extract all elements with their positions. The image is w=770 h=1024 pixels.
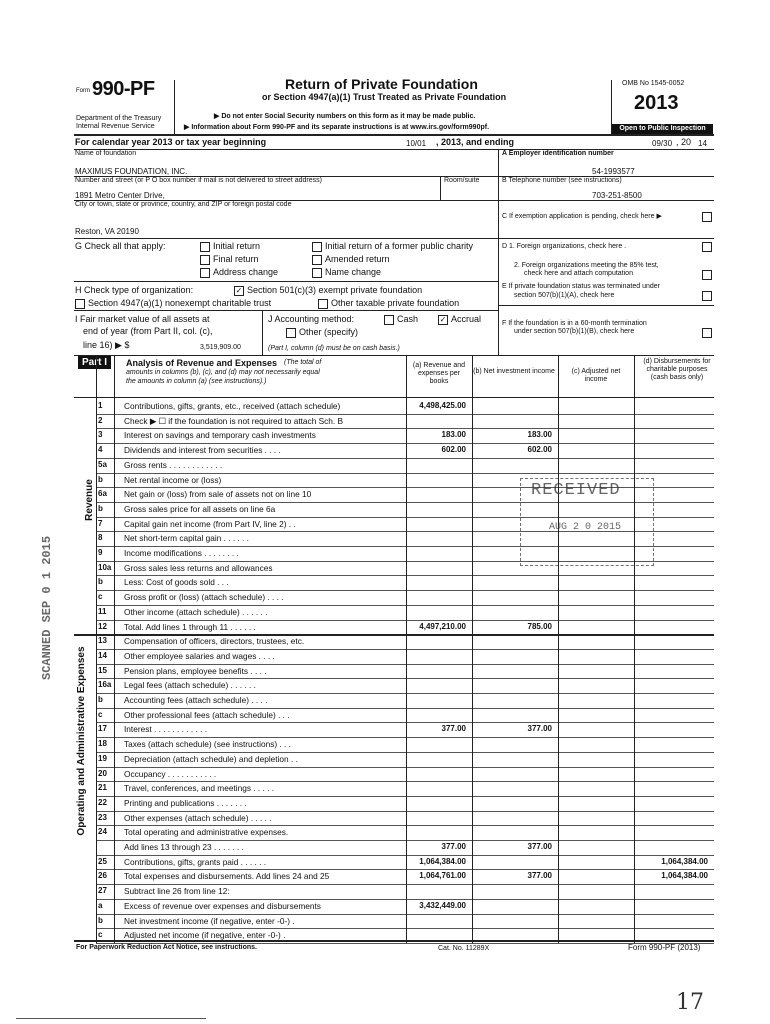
fmv-assets-value: 3,519,909.00 — [200, 344, 241, 351]
row-number: 17 — [98, 724, 107, 734]
row-label: Compensation of officers, directors, trustees, etc. — [124, 636, 305, 647]
row-label: Other professional fees (attach schedule) . . . — [124, 709, 290, 720]
initial-return-former-option[interactable]: Initial return of a former public charity — [312, 241, 473, 252]
row-number: 23 — [98, 812, 107, 822]
row-number: c — [98, 709, 103, 719]
row-number: 2 — [98, 415, 103, 425]
ssn-instruction: ▶ Do not enter Social Security numbers on this form as it may be made public. — [214, 113, 476, 120]
e2-label: section 507(b)(1)(A), check here — [514, 292, 615, 299]
accrual-option[interactable]: ✓ Accrual — [439, 314, 482, 324]
row-number: 20 — [98, 768, 107, 778]
row-number: 10a — [98, 562, 112, 572]
d2a-label: 2. Foreign organizations meeting the 85% test, — [514, 262, 659, 269]
city-label: City or town, state or province, country, and ZIP or foreign postal code — [75, 201, 292, 208]
row-number: b — [98, 577, 103, 587]
calendar-year-label: For calendar year 2013 or tax year beginning — [75, 137, 267, 147]
tax-year-yy: 14 — [698, 139, 707, 148]
row-value-col-b[interactable]: 785.00 — [527, 621, 552, 631]
row-label: Accounting fees (attach schedule) . . . . — [124, 695, 268, 705]
address-change-checkbox[interactable] — [200, 268, 210, 278]
row-label: Gross sales less returns and allowances — [124, 562, 273, 573]
tax-year-20: , 20 — [676, 137, 692, 147]
col-a-header: (a) Revenue and expenses per books — [412, 362, 466, 385]
row-value-col-a[interactable]: 602.00 — [441, 445, 466, 455]
other-method-checkbox[interactable] — [286, 328, 296, 338]
h-other-taxable-checkbox[interactable] — [318, 299, 328, 309]
irs-label: Internal Revenue Service — [76, 123, 155, 130]
row-number: 3 — [98, 430, 103, 440]
row-number: 25 — [98, 856, 107, 866]
row-number: c — [98, 930, 103, 940]
row-label: Check ▶ ☐ if the foundation is not required to attach Sch. B — [124, 415, 344, 426]
row-label: Add lines 13 through 23 . . . . . . . — [124, 842, 244, 852]
h-501c3-option[interactable]: ✓ Section 501(c)(3) exempt private foundation — [235, 285, 423, 295]
form-number: 990-PF — [92, 78, 155, 100]
tax-year-and-ending: , 2013, and ending — [436, 137, 515, 147]
cash-basis-note: (Part I, column (d) must be on cash basis.) — [268, 345, 400, 352]
row-label: Taxes (attach schedule) (see instructions) . . . — [124, 739, 291, 750]
row-label: Excess of revenue over expenses and disbursements — [124, 900, 321, 911]
row-label: Contributions, gifts, grants paid . . . . . . — [124, 856, 267, 867]
row-number: 27 — [98, 886, 107, 896]
row-label: Net short-term capital gain . . . . . . — [124, 533, 249, 544]
info-instruction: ▶ Information about Form 990-PF and its separate instructions is at www.irs.gov/form990pf. — [184, 124, 490, 131]
open-inspection-badge: Open to Public Inspection — [612, 124, 713, 134]
row-value-col-a[interactable]: 1,064,384.00 — [419, 856, 466, 866]
row-label: Interest on savings and temporary cash investments — [124, 430, 316, 441]
row-number: 13 — [98, 636, 107, 646]
ein-label: A Employer identification number — [502, 150, 614, 157]
footer-cat-no: Cat. No. 11289X — [438, 945, 490, 952]
row-label: Other expenses (attach schedule) . . . . . — [124, 812, 272, 823]
col-c-header: (c) Adjusted net income — [571, 368, 621, 383]
name-change-checkbox[interactable] — [312, 268, 322, 278]
h-4947-option[interactable]: Section 4947(a)(1) nonexempt charitable trust — [75, 298, 271, 309]
f1-label: F If the foundation is in a 60-month termination — [502, 320, 647, 327]
received-stamp: RECEIVED AUG 2 0 2015 — [520, 478, 654, 566]
row-label: Interest . . . . . . . . . . . . — [124, 724, 207, 735]
h-4947-checkbox[interactable] — [75, 299, 85, 309]
tax-year-begin: 10/01 — [406, 139, 427, 148]
row-label: Legal fees (attach schedule) . . . . . . — [124, 680, 256, 691]
initial-return-checkbox[interactable] — [200, 242, 210, 252]
d2b-label: check here and attach computation — [524, 270, 633, 277]
final-return-option[interactable]: Final return — [200, 254, 259, 265]
city-state-zip: Reston, VA 20190 — [75, 227, 139, 236]
row-value-col-b[interactable]: 602.00 — [527, 445, 552, 455]
row-number: b — [98, 474, 103, 484]
row-label: Dividends and interest from securities . . . . — [124, 445, 281, 456]
street-address: 1891 Metro Center Drive, — [75, 191, 165, 200]
initial-return-option[interactable]: Initial return — [200, 241, 260, 252]
row-value-col-a[interactable]: 4,497,210.00 — [419, 621, 466, 631]
street-label: Number and street (or P O box number if mail is not delivered to street address) — [75, 177, 322, 184]
ein-value: 54-1993577 — [592, 167, 635, 176]
final-return-checkbox[interactable] — [200, 255, 210, 265]
initial-return-former-checkbox[interactable] — [312, 242, 322, 252]
exemption-pending-label: C If exemption application is pending, check here ▶ — [502, 213, 662, 220]
d1-checkbox[interactable] — [702, 242, 712, 252]
row-value-col-a[interactable]: 3,432,449.00 — [419, 900, 466, 910]
phone-label: B Telephone number (see instructions) — [502, 177, 622, 184]
row-value-col-a[interactable]: 1,064,761.00 — [419, 871, 466, 881]
row-label: Occupancy . . . . . . . . . . . — [124, 768, 217, 779]
row-value-col-d[interactable]: 1,064,384.00 — [661, 856, 708, 866]
part1-desc1: (The total of — [284, 359, 322, 366]
footer-paperwork: For Paperwork Reduction Act Notice, see instructions. — [76, 944, 257, 951]
part1-title: Analysis of Revenue and Expenses — [126, 358, 278, 368]
row-number: 16a — [98, 680, 112, 690]
row-number: b — [98, 915, 103, 925]
accrual-checkbox[interactable]: ✓ — [439, 314, 447, 324]
page-note-handwritten: 17 — [676, 990, 704, 1015]
i-line3: line 16) ▶ $ — [83, 340, 130, 350]
row-number: 11 — [98, 606, 107, 616]
other-method-option[interactable]: Other (specify) — [286, 327, 358, 338]
row-label: Subtract line 26 from line 12: — [124, 886, 230, 897]
row-label: Net investment income (if negative, enter -0-) . — [124, 915, 295, 926]
row-label: Total operating and administrative expenses. — [124, 827, 289, 838]
row-value-col-d[interactable]: 1,064,384.00 — [661, 871, 708, 881]
phone-value: 703-251-8500 — [592, 191, 642, 200]
row-label: Contributions, gifts, grants, etc., received (attach schedule) — [124, 401, 341, 411]
row-label: Depreciation (attach schedule) and depletion . . — [124, 753, 298, 764]
row-label: Net gain or (loss) from sale of assets not on line 10 — [124, 489, 312, 500]
e-checkbox[interactable] — [702, 291, 712, 301]
i-line1: I Fair market value of all assets at — [75, 314, 210, 324]
row-label: Other employee salaries and wages . . . . — [124, 650, 275, 661]
revenue-side-label: Revenue — [84, 479, 95, 521]
section-g-label: G Check all that apply: — [75, 241, 166, 251]
row-number: 18 — [98, 739, 107, 749]
row-label: Less: Cost of goods sold . . . — [124, 577, 229, 588]
col-b-header: (b) Net investment income — [473, 368, 555, 375]
form-word: Form — [76, 88, 90, 94]
omb-number: OMB No 1545-0052 — [622, 80, 685, 87]
row-number: 15 — [98, 665, 107, 675]
form-title: Return of Private Foundation — [285, 76, 478, 92]
exemption-pending-checkbox[interactable] — [702, 212, 712, 222]
e1-label: E If private foundation status was terminated under — [502, 283, 660, 290]
row-number: b — [98, 503, 103, 513]
row-label: Total expenses and disbursements. Add lines 24 and 25 — [124, 871, 330, 882]
row-number: 6a — [98, 489, 107, 499]
row-label: Gross rents . . . . . . . . . . . . — [124, 459, 223, 470]
part1-tag: Part I — [78, 356, 111, 369]
row-number: 8 — [98, 533, 103, 543]
row-number: 24 — [98, 827, 107, 837]
row-label: Capital gain net income (from Part IV, line 2) . . — [124, 518, 296, 529]
row-label: Net rental income or (loss) — [124, 474, 222, 485]
room-label: Room/suite — [444, 177, 480, 184]
row-label: Gross sales price for all assets on line 6a — [124, 503, 276, 514]
row-label: Income modifications . . . . . . . . — [124, 548, 239, 558]
row-number: 9 — [98, 548, 103, 557]
row-value-col-a[interactable]: 4,498,425.00 — [419, 401, 466, 410]
form-subtitle: or Section 4947(a)(1) Trust Treated as Private Foundation — [262, 92, 507, 102]
row-value-col-a[interactable]: 183.00 — [441, 430, 466, 440]
row-value-col-b[interactable]: 377.00 — [527, 871, 552, 881]
row-number: 4 — [98, 445, 103, 455]
i-line2: end of year (from Part II, col. (c), — [83, 326, 213, 336]
row-label: Travel, conferences, and meetings . . . . . — [124, 783, 275, 794]
f2-label: under section 507(b)(1)(B), check here — [514, 328, 635, 335]
row-label: Adjusted net income (if negative, enter -0-) . — [124, 930, 286, 941]
row-number: 22 — [98, 797, 107, 807]
row-label: Total. Add lines 1 through 11 . . . . . . — [124, 621, 256, 632]
row-number: 19 — [98, 753, 107, 763]
dept-treasury: Department of the Treasury — [76, 115, 162, 122]
row-number: 12 — [98, 621, 107, 631]
amended-return-checkbox[interactable] — [312, 255, 322, 265]
row-number: 14 — [98, 650, 107, 660]
d2-checkbox[interactable] — [702, 270, 712, 280]
part1-desc2: amounts in columns (b), (c), and (d) may not necessarily equal — [126, 369, 320, 376]
row-value-col-a[interactable]: 377.00 — [441, 842, 466, 851]
row-value-col-b[interactable]: 183.00 — [527, 430, 552, 440]
tax-year: 2013 — [634, 92, 679, 114]
part1-desc3: the amounts in column (a) (see instructions).) — [126, 378, 267, 385]
row-label: Printing and publications . . . . . . . — [124, 797, 247, 808]
row-value-col-b[interactable]: 377.00 — [527, 842, 552, 851]
cash-option[interactable]: Cash — [384, 314, 418, 325]
name-label: Name of foundation — [75, 150, 137, 157]
row-number: 1 — [98, 401, 103, 410]
footer-form: Form 990-PF (2013) — [628, 943, 701, 952]
row-number: 7 — [98, 518, 103, 528]
f-checkbox[interactable] — [702, 328, 712, 338]
row-number: b — [98, 695, 103, 704]
section-h-label: H Check type of organization: — [75, 285, 194, 295]
row-value-col-a[interactable]: 377.00 — [441, 724, 466, 734]
accounting-method-label: J Accounting method: — [268, 314, 355, 324]
row-label: Other income (attach schedule) . . . . . . — [124, 606, 268, 617]
row-number: 26 — [98, 871, 107, 881]
address-change-option[interactable]: Address change — [200, 267, 278, 278]
d1-label: D 1. Foreign organizations, check here . — [502, 243, 627, 250]
row-label: Gross profit or (loss) (attach schedule) . . . . — [124, 592, 284, 603]
cash-checkbox[interactable] — [384, 315, 394, 325]
foundation-name: MAXIMUS FOUNDATION, INC. — [75, 167, 188, 176]
row-number: a — [98, 900, 103, 910]
row-number: 21 — [98, 783, 107, 793]
scanned-stamp: SCANNED SEP 0 1 2015 — [40, 535, 54, 680]
col-d-header: (d) Disbursements for charitable purposes (cash basis only) — [643, 358, 711, 381]
expenses-side-label: Operating and Administrative Expenses — [76, 646, 87, 836]
row-number: 5a — [98, 459, 107, 469]
h-other-taxable-option[interactable]: Other taxable private foundation — [318, 298, 459, 309]
tax-year-end: 09/30 — [652, 139, 673, 148]
row-value-col-b[interactable]: 377.00 — [527, 724, 552, 734]
row-number: c — [98, 592, 103, 602]
amended-return-option[interactable]: Amended return — [312, 254, 390, 265]
row-label: Pension plans, employee benefits . . . . — [124, 665, 267, 676]
name-change-option[interactable]: Name change — [312, 267, 381, 278]
h-501c3-checkbox[interactable]: ✓ — [235, 285, 243, 295]
